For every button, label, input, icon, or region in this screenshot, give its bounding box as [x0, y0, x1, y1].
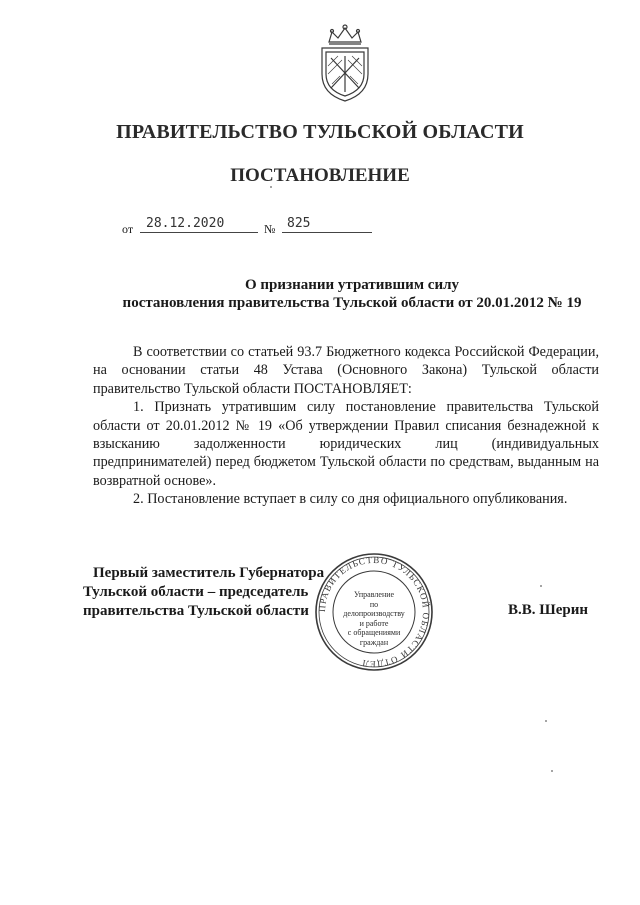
body-paragraph-3: 2. Постановление вступает в силу со дня официального опубликования.	[133, 491, 568, 508]
document-date: 28.12.2020	[146, 216, 225, 231]
number-label: №	[264, 222, 276, 236]
signer-line-1: Первый заместитель Губернатора	[93, 565, 325, 581]
body-paragraph-1: В соответствии со статьей 93.7 Бюджетного кодекса Российской Федерации, на основании статьи 48 Устава (Основного Закона) Тульской области правительство Тульской области ПОСТАНОВЛЯЕТ:	[93, 344, 599, 397]
signer-line-3: правительства Тульской области	[83, 603, 309, 619]
document-body	[93, 343, 599, 509]
government-title: ПРАВИТЕЛЬСТВО ТУЛЬСКОЙ ОБЛАСТИ	[116, 121, 524, 143]
document-meta	[122, 216, 382, 238]
document-subject	[0, 276, 640, 312]
date-underline	[140, 232, 258, 233]
scan-speck	[551, 770, 553, 772]
scan-speck	[270, 186, 272, 188]
stamp-center-line: с обращениями	[347, 628, 401, 637]
scan-speck	[545, 720, 547, 722]
subject-line-2: постановления правительства Тульской области от 20.01.2012 № 19	[122, 295, 582, 311]
stamp-center-line: граждан	[359, 637, 389, 647]
document-type: ПОСТАНОВЛЕНИЕ	[230, 165, 410, 186]
number-underline	[282, 232, 372, 233]
subject-line-1: О признании утратившим силу	[245, 277, 459, 293]
stamp-center-line: по делопроизводству	[343, 599, 405, 618]
body-paragraph-2: 1. Признать утратившим силу постановление правительства Тульской области от 20.01.2012 № 19 «Об утверждении Правил списания безнадежной к взысканию задолженности юридических лиц (индивидуальных предпринимателей) перед бюджетом Тульской области по средствам, выданным на возвратной основе».	[93, 399, 599, 489]
signer-name: В.В. Шерин	[508, 602, 589, 618]
stamp-center-line: и работе	[359, 618, 389, 628]
document-number: 825	[287, 216, 311, 231]
signer-title	[83, 564, 325, 621]
signer-line-2: Тульской области – председатель	[83, 584, 309, 600]
tula-coat-of-arms-icon	[312, 22, 378, 104]
date-label: от	[122, 222, 134, 236]
stamp-ring-text: ПРАВИТЕЛЬСТВО ТУЛЬСКОЙ ОБЛАСТИ ОТДЕЛ	[316, 554, 432, 670]
stamp-center-line: Управление	[353, 590, 395, 599]
stamp-center-text	[339, 590, 409, 647]
scan-speck	[540, 585, 542, 587]
